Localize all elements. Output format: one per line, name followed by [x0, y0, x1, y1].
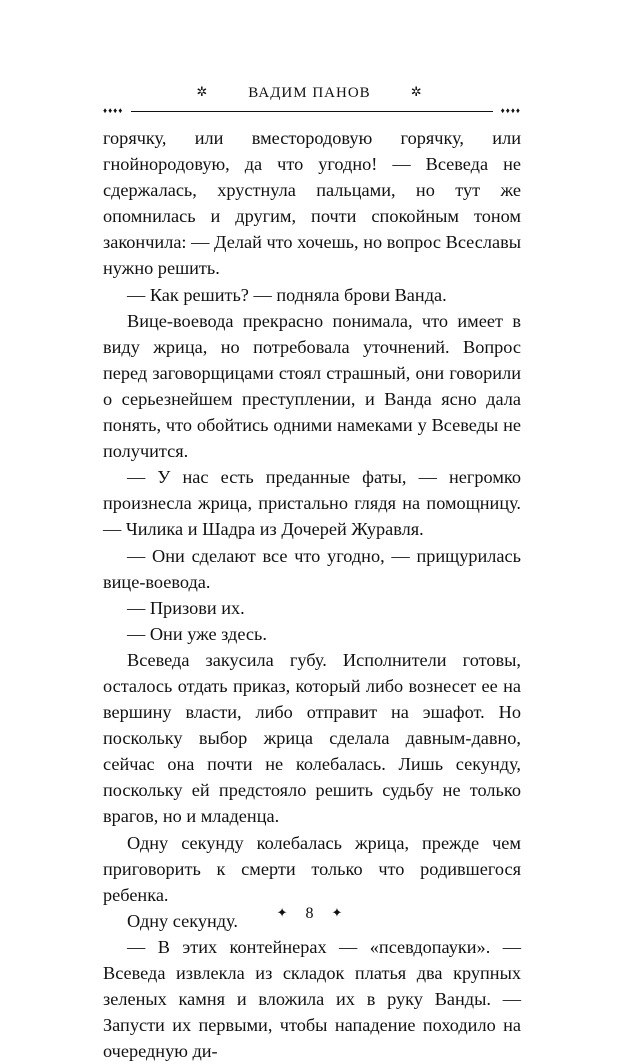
- header-star-icon-left: ✲: [196, 84, 209, 99]
- folio-star-icon-right: ✦: [331, 905, 343, 920]
- paragraph: Одну секунду.: [127, 910, 238, 931]
- body-text: [103, 125, 521, 1064]
- paragraph: — Как решить? — подняла брови Ванда.: [127, 284, 447, 305]
- header-star-icon-right: ✲: [410, 84, 423, 99]
- paragraph: — У нас есть преданные фаты, — негромко произнесла жрица, пристально глядя на помощницу. — Чилика и Шадра из Дочерей Журавля.: [103, 467, 521, 540]
- page-number: 8: [305, 905, 314, 922]
- rule-dots-icon-left: ♦♦♦♦: [103, 106, 124, 115]
- header-rule-line: [131, 111, 493, 112]
- folio-star-icon-left: ✦: [276, 905, 288, 920]
- paragraph: Вице-воевода прекрасно понимала, что имеет в виду жрица, но потребовала уточнений. Вопрос перед заговорщицами стоял страшный, они говорили о серьезнейшем преступлении, и Ванда ясно дала понять, что обойтись одними намеками у Всеведы не получится.: [103, 310, 521, 462]
- paragraph: — В этих контейнерах — «псевдопауки». — Всеведа извлекла из складок платья два крупных зеленых камня и вложила их в руку Ванды. — Запусти их первыми, чтобы нападение походило на очередную ди-: [103, 936, 521, 1062]
- paragraph: — Призови их.: [127, 597, 245, 618]
- paragraph: Одну секунду колебалась жрица, прежде чем приговорить к смерти только что родившегося ребенка.: [103, 832, 521, 905]
- running-title: ВАДИМ ПАНОВ: [248, 85, 371, 101]
- paragraph: горячку, или вместородовую горячку, или гнойнородовую, да что угодно! — Всеведа не сдержалась, хрустнула пальцами, но тут же опомнилась и другим, почти спокойным тоном закончила: — Делай что хочешь, но вопрос Всеславы нужно решить.: [103, 128, 521, 279]
- page-footer: [0, 905, 619, 923]
- paragraph: — Они уже здесь.: [127, 623, 267, 644]
- paragraph: — Они сделают все что угодно, — прищурилась вице-воевода.: [103, 545, 521, 592]
- paragraph: Всеведа закусила губу. Исполнители готовы, осталось отдать приказ, который либо вознесет ее на вершину власти, либо отправит на эшафот. Но поскольку выбор жрица сделала давным-давно, сейчас она почти не колебалась. Лишь секунду, поскольку ей предстояло решить судьбу не только врагов, но и младенца.: [103, 649, 521, 827]
- header-rule: [103, 108, 521, 116]
- rule-dots-icon-right: ♦♦♦♦: [500, 106, 521, 115]
- running-header: [0, 84, 619, 108]
